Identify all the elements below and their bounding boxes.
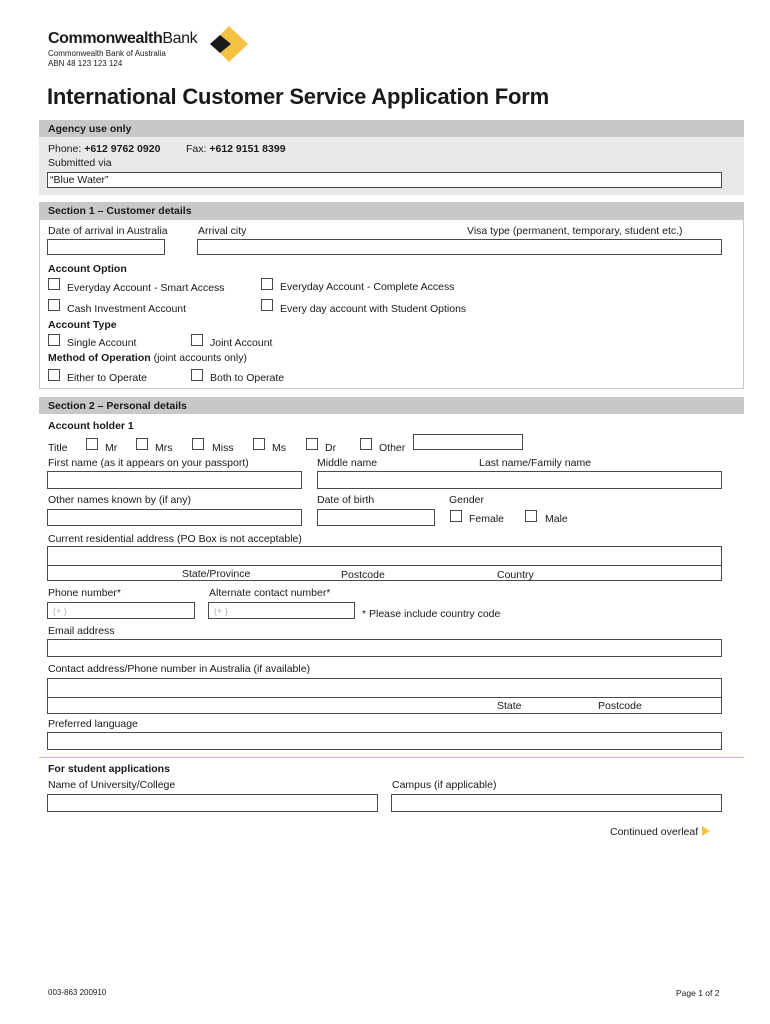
- gender-female-label: Female: [469, 513, 505, 525]
- title-mrs-checkbox[interactable]: [136, 438, 148, 450]
- email-label: Email address: [48, 625, 115, 637]
- university-label: Name of University/College: [48, 779, 176, 791]
- alt-phone-placeholder: (+ ): [214, 606, 228, 616]
- email-field[interactable]: [47, 639, 722, 657]
- title-dr-label: Dr: [325, 442, 337, 454]
- gender-label: Gender: [449, 494, 485, 506]
- account-holder-label: Account holder 1: [48, 420, 134, 432]
- contact-au-label: Contact address/Phone number in Australia (if available): [48, 663, 311, 675]
- title-other-label: Other: [379, 442, 406, 454]
- title-mrs-label: Mrs: [155, 442, 173, 454]
- submitted-via-value: “Blue Water”: [50, 174, 109, 186]
- single-account-checkbox[interactable]: [48, 334, 60, 346]
- other-names-label: Other names known by (if any): [48, 494, 191, 506]
- both-to-operate-label: Both to Operate: [210, 372, 285, 384]
- title-other-field[interactable]: [413, 434, 523, 450]
- title-ms-checkbox[interactable]: [253, 438, 265, 450]
- brand-legal-line1: Commonwealth Bank of Australia: [48, 49, 166, 58]
- first-name-field[interactable]: [47, 471, 302, 489]
- arrival-date-field[interactable]: [47, 239, 165, 255]
- arrival-city-label: Arrival city: [198, 225, 247, 237]
- arrival-date-label: Date of arrival in Australia: [48, 225, 168, 237]
- campus-label: Campus (if applicable): [392, 779, 497, 791]
- student-options-label: Every day account with Student Options: [280, 303, 467, 315]
- agency-phone: Phone: +612 9762 0920: [48, 143, 161, 155]
- title-miss-checkbox[interactable]: [192, 438, 204, 450]
- phone-field[interactable]: [47, 602, 195, 619]
- title-label: Title: [48, 442, 68, 454]
- complete-access-checkbox[interactable]: [261, 278, 273, 290]
- agency-fax: Fax: +612 9151 8399: [186, 143, 286, 155]
- country-code-note: * Please include country code: [362, 608, 501, 620]
- agency-header: Agency use only: [39, 120, 744, 137]
- language-field[interactable]: [47, 732, 722, 750]
- title-mr-checkbox[interactable]: [86, 438, 98, 450]
- joint-account-label: Joint Account: [210, 337, 273, 349]
- last-name-label: Last name/Family name: [479, 457, 592, 469]
- state-province-label: State/Province: [182, 568, 251, 580]
- alt-phone-field[interactable]: [208, 602, 355, 619]
- method-of-operation-label: Method of Operation (joint accounts only): [48, 352, 247, 364]
- phone-label: Phone number*: [48, 587, 121, 599]
- first-name-label: First name (as it appears on your passport): [48, 457, 249, 469]
- arrow-right-icon: [702, 826, 710, 836]
- postcode-label: Postcode: [341, 569, 385, 581]
- arrival-city-visa-field[interactable]: [197, 239, 722, 255]
- alt-phone-label: Alternate contact number*: [209, 587, 331, 599]
- brand-name-regular: Bank: [162, 30, 198, 47]
- single-account-label: Single Account: [67, 337, 137, 349]
- both-to-operate-checkbox[interactable]: [191, 369, 203, 381]
- smart-access-label: Everyday Account - Smart Access: [67, 282, 225, 294]
- either-to-operate-checkbox[interactable]: [48, 369, 60, 381]
- phone-placeholder: (+ ): [53, 606, 67, 616]
- dob-field[interactable]: [317, 509, 435, 526]
- form-code: 003-863 200910: [48, 988, 107, 997]
- submitted-via-field[interactable]: [47, 172, 722, 188]
- either-to-operate-label: Either to Operate: [67, 372, 147, 384]
- page-title: International Customer Service Application Form: [47, 84, 549, 109]
- middle-name-label: Middle name: [317, 457, 378, 469]
- complete-access-label: Everyday Account - Complete Access: [280, 281, 455, 293]
- page-number: Page 1 of 2: [676, 988, 720, 998]
- gender-male-label: Male: [545, 513, 568, 525]
- cash-investment-label: Cash Investment Account: [67, 303, 187, 315]
- student-divider: [39, 757, 744, 758]
- country-label: Country: [497, 569, 534, 581]
- continued-overleaf: Continued overleaf: [610, 826, 710, 838]
- section1-header: Section 1 – Customer details: [39, 202, 744, 219]
- gender-female-checkbox[interactable]: [450, 510, 462, 522]
- au-postcode-label: Postcode: [598, 700, 642, 712]
- middle-last-name-field[interactable]: [317, 471, 722, 489]
- joint-account-checkbox[interactable]: [191, 334, 203, 346]
- section2-header: Section 2 – Personal details: [39, 397, 744, 414]
- address-label: Current residential address (PO Box is not acceptable): [48, 533, 302, 545]
- cash-investment-checkbox[interactable]: [48, 299, 60, 311]
- student-options-checkbox[interactable]: [261, 299, 273, 311]
- student-header: For student applications: [48, 763, 170, 775]
- campus-field[interactable]: [391, 794, 722, 812]
- diamond-logo-icon: [208, 24, 250, 64]
- title-ms-label: Ms: [272, 442, 286, 454]
- gender-male-checkbox[interactable]: [525, 510, 537, 522]
- account-type-label: Account Type: [48, 319, 117, 331]
- language-label: Preferred language: [48, 718, 138, 730]
- other-names-field[interactable]: [47, 509, 302, 526]
- title-dr-checkbox[interactable]: [306, 438, 318, 450]
- university-field[interactable]: [47, 794, 378, 812]
- account-option-label: Account Option: [48, 263, 127, 275]
- bank-logo: [48, 30, 197, 68]
- title-miss-label: Miss: [212, 442, 234, 454]
- title-other-checkbox[interactable]: [360, 438, 372, 450]
- dob-label: Date of birth: [317, 494, 375, 506]
- smart-access-checkbox[interactable]: [48, 278, 60, 290]
- au-state-label: State: [497, 700, 522, 712]
- visa-type-label: Visa type (permanent, temporary, student etc.): [467, 225, 683, 237]
- brand-legal-line2: ABN 48 123 123 124: [48, 58, 123, 68]
- brand-name-bold: Commonwealth: [48, 30, 163, 47]
- submitted-via-label: Submitted via: [48, 157, 112, 169]
- title-mr-label: Mr: [105, 442, 118, 454]
